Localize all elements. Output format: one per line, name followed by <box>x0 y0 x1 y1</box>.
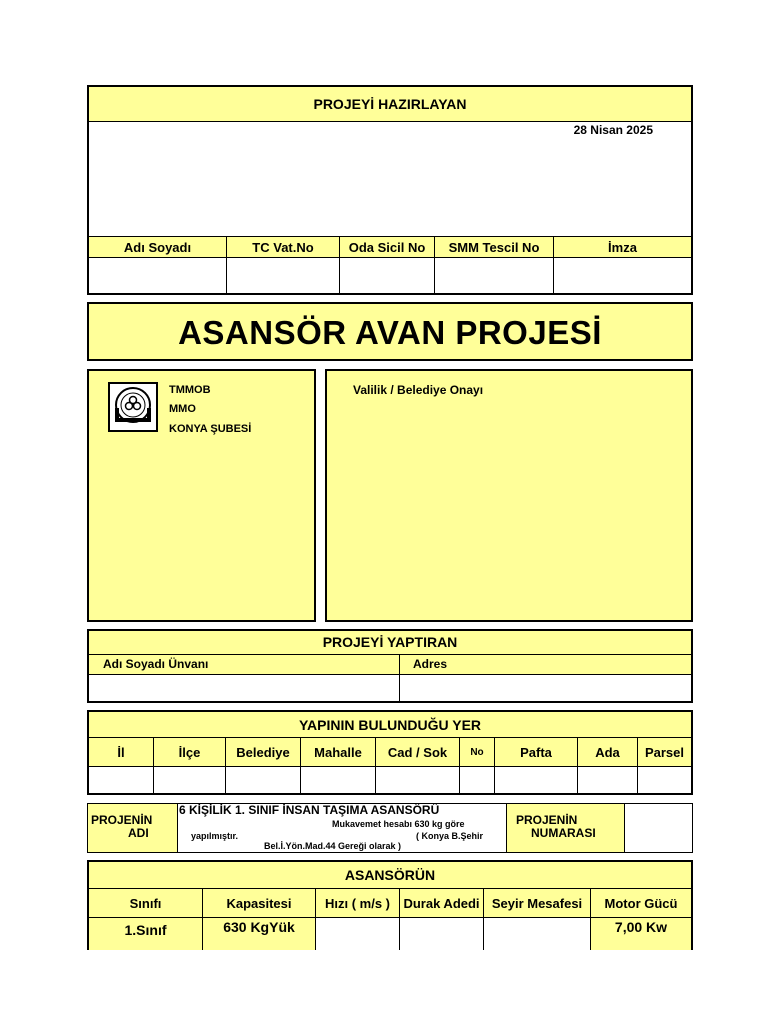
client-address-cell <box>399 675 691 701</box>
col-durak-adedi: Durak Adedi <box>399 889 483 917</box>
cell-imza <box>553 258 691 293</box>
project-name-label-1: PROJENİN <box>91 813 153 827</box>
org-line1: TMMOB <box>169 384 211 396</box>
col-name: Adı Soyadı <box>123 239 192 255</box>
approval-box <box>325 369 693 622</box>
cell-ada <box>577 767 637 793</box>
col-kapasitesi: Kapasitesi <box>202 889 315 917</box>
project-number-label-2: NUMARASI <box>531 826 596 840</box>
client-name-cell <box>89 675 399 701</box>
col-hizi: Hızı ( m/s ) <box>315 889 399 917</box>
project-name-line3: yapılmıştır. <box>191 831 239 841</box>
col-seyir-mesafesi: Seyir Mesafesi <box>483 889 590 917</box>
location-header-row <box>89 737 691 766</box>
client-entry-row <box>89 674 691 701</box>
cell-cad-sok <box>375 767 459 793</box>
col-oda-sicil: Oda Sicil No <box>339 237 434 257</box>
location-section <box>87 710 693 795</box>
project-section <box>87 803 693 853</box>
col-ada: Ada <box>577 738 637 766</box>
col-smm-tescil: SMM Tescil No <box>434 237 553 257</box>
client-address-label: Adres <box>413 657 448 671</box>
col-no: No <box>459 738 494 766</box>
org-line2: MMO <box>169 403 196 415</box>
cell-parsel <box>637 767 691 793</box>
cell-pafta <box>494 767 577 793</box>
preparer-date: 28 Nisan 2025 <box>573 123 653 137</box>
location-title: YAPININ BULUNDUĞU YER <box>298 717 482 733</box>
project-name-line1: 6 KİŞİLİK 1. SINIF İNSAN TAŞIMA ASANSÖRÜ <box>179 803 440 817</box>
col-motor-gucu: Motor Gücü <box>590 889 691 917</box>
value-seyir-mesafesi <box>483 918 590 950</box>
mmo-logo <box>108 382 158 432</box>
org-box <box>87 369 316 622</box>
elevator-clip <box>0 860 768 938</box>
approval-label: Valilik / Belediye Onayı <box>353 383 484 397</box>
project-number-cell <box>624 804 692 852</box>
org-line3: KONYA ŞUBESİ <box>169 423 252 435</box>
preparer-header-row <box>89 236 691 257</box>
elevator-section <box>87 860 693 950</box>
col-parsel: Parsel <box>637 738 691 766</box>
cell-il <box>89 767 153 793</box>
cell-no <box>459 767 494 793</box>
project-name-line2: Mukavemet hesabı 630 kg göre <box>332 819 465 829</box>
col-tc: TC Vat.No <box>226 237 339 257</box>
cell-ilce <box>153 767 225 793</box>
client-title: PROJEYİ YAPTIRAN <box>322 634 458 650</box>
project-name-cell <box>177 804 507 852</box>
project-number-label-1: PROJENİN <box>516 813 578 827</box>
cell-tc <box>226 258 339 293</box>
main-title-box <box>87 302 693 361</box>
client-name-label: Adı Soyadı Ünvanı <box>103 657 209 671</box>
project-name-line5: Bel.İ.Yön.Mad.44 Gereği olarak ) <box>264 841 402 851</box>
value-hizi <box>315 918 399 950</box>
cell-smm-tescil <box>434 258 553 293</box>
col-ilce: İlçe <box>153 738 225 766</box>
cell-name <box>89 258 226 293</box>
col-il: İl <box>117 744 125 760</box>
value-sinifi-text: 1.Sınıf <box>124 922 167 938</box>
cell-mahalle <box>300 767 375 793</box>
value-sinifi <box>89 918 202 950</box>
value-kapasitesi <box>202 918 315 950</box>
client-section <box>87 629 693 703</box>
project-name-line4: ( Konya B.Şehir <box>416 831 484 841</box>
elevator-header-row <box>89 888 691 917</box>
elevator-value-row <box>89 917 691 950</box>
project-name-label-2: ADI <box>128 826 149 840</box>
col-belediye: Belediye <box>225 738 300 766</box>
col-pafta: Pafta <box>494 738 577 766</box>
preparer-section <box>87 85 693 295</box>
cell-belediye <box>225 767 300 793</box>
value-kapasitesi-text: 630 KgYük <box>223 919 295 935</box>
preparer-entry-row <box>89 257 691 293</box>
col-mahalle: Mahalle <box>300 738 375 766</box>
preparer-title: PROJEYİ HAZIRLAYAN <box>313 96 467 112</box>
value-durak-adedi <box>399 918 483 950</box>
value-motor-gucu <box>590 918 691 950</box>
elevator-title: ASANSÖRÜN <box>344 867 436 883</box>
client-header-row <box>89 654 691 674</box>
col-cad-sok: Cad / Sok <box>375 738 459 766</box>
location-entry-row <box>89 766 691 793</box>
col-imza: İmza <box>553 237 691 257</box>
col-sinifi: Sınıfı <box>129 895 162 911</box>
value-motor-gucu-text: 7,00 Kw <box>614 919 668 935</box>
preparer-body <box>89 121 691 236</box>
main-title: ASANSÖR AVAN PROJESİ <box>178 314 602 351</box>
cell-oda-sicil <box>339 258 434 293</box>
